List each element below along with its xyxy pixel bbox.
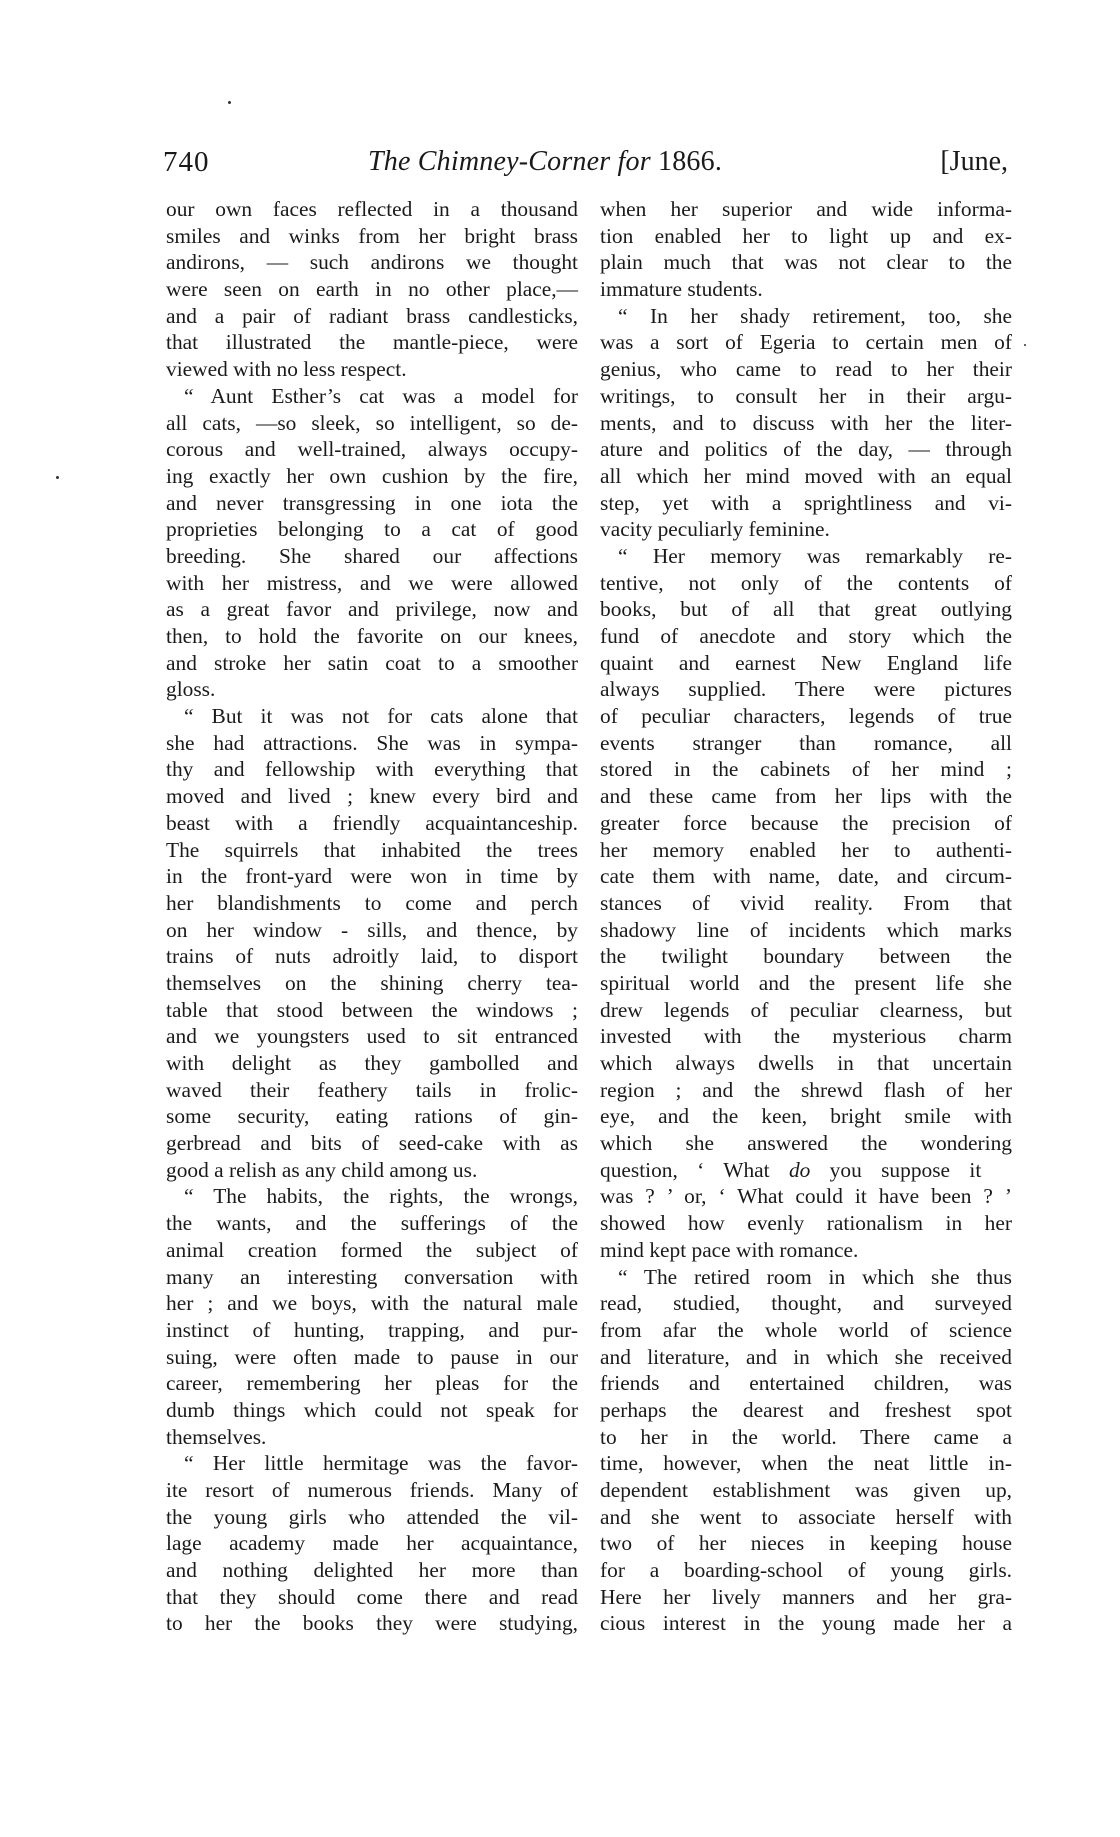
text-line: her memory enabled her to authenti-: [600, 837, 1012, 862]
text-line: proprieties belonging to a cat of good: [166, 517, 578, 542]
text-line: some security, eating rations of gin-: [166, 1104, 578, 1129]
page-number: 740: [163, 146, 210, 178]
text-column-right: [600, 196, 1012, 1637]
text-line: breeding. She shared our affections: [166, 543, 578, 568]
text-line: and we youngsters used to sit entranced: [166, 1024, 578, 1049]
text-line: “ But it was not for cats alone that: [184, 704, 578, 729]
text-line: trains of nuts adroitly laid, to disport: [166, 944, 578, 969]
text-line: “ The retired room in which she thus: [618, 1264, 1012, 1289]
text-line: tentive, not only of the contents of: [600, 570, 1012, 595]
emphasized-word: do: [788, 1157, 811, 1182]
text-line: plain much that was not clear to the: [600, 250, 1012, 275]
text-line: with her mistress, and we were allowed: [166, 570, 578, 595]
text-line: good a relish as any child among us.: [166, 1157, 478, 1182]
text-line: that illustrated the mantle-piece, were: [166, 330, 578, 355]
text-line: The squirrels that inhabited the trees: [166, 837, 578, 862]
scan-speck: [56, 476, 59, 479]
text-line: eye, and the keen, bright smile with: [600, 1104, 1012, 1129]
text-line: drew legends of peculiar clearness, but: [600, 997, 1012, 1022]
text-line: ature and politics of the day, — through: [600, 437, 1012, 462]
text-line: that they should come there and read: [166, 1584, 578, 1609]
text-line: which always dwells in that uncertain: [600, 1051, 1012, 1075]
text-line: was a sort of Egeria to certain men of: [600, 330, 1012, 355]
text-line: when her superior and wide informa-: [600, 197, 1012, 221]
text-line: “ Aunt Esther’s cat was a model for: [184, 383, 578, 408]
text-line: viewed with no less respect.: [166, 357, 407, 382]
text-line: on her window - sills, and thence, by: [166, 917, 578, 942]
text-line: from afar the whole world of science: [600, 1317, 1012, 1342]
text-line: tion enabled her to light up and ex-: [600, 223, 1012, 248]
text-line: andirons, — such andirons we thought: [166, 250, 578, 275]
text-line: Here her lively manners and her gra-: [600, 1584, 1012, 1609]
text-line: all cats, —so sleek, so intelligent, so de-: [166, 410, 578, 435]
running-title-text: The Chimney-Corner for: [368, 146, 659, 177]
text-line: cate them with name, date, and circum-: [600, 864, 1012, 889]
text-line: “ In her shady retirement, too, she: [618, 303, 1012, 328]
text-line: stored in the cabinets of her mind ;: [600, 757, 1012, 782]
text-line: fund of anecdote and story which the: [600, 624, 1012, 648]
text-line: always supplied. There were pictures: [600, 677, 1012, 702]
text-line: showed how evenly rationalism in her: [600, 1211, 1012, 1236]
text-line: mind kept pace with romance.: [600, 1237, 859, 1262]
text-line: genius, who came to read to her their: [600, 357, 1012, 382]
text-line: cious interest in the young made her a: [600, 1611, 1012, 1636]
text-line: gerbread and bits of seed-cake with as: [166, 1131, 578, 1156]
text-line: and literature, and in which she received: [600, 1344, 1012, 1369]
text-line: her blandishments to come and perch: [166, 890, 578, 915]
text-line: was ? ’ or, ‘ What could it have been ? ’: [600, 1184, 1012, 1209]
text-line: and she went to associate herself with: [600, 1504, 1012, 1529]
text-line: vacity peculiarly feminine.: [600, 517, 830, 542]
text-line: and stroke her satin coat to a smoother: [166, 650, 578, 675]
text-line: spiritual world and the present life she: [600, 970, 1012, 995]
text-line: invested with the mysterious charm: [600, 1024, 1012, 1049]
text-line: “ Her little hermitage was the favor-: [184, 1451, 578, 1476]
text-line: thy and fellowship with everything that: [166, 757, 578, 782]
text-line: career, remembering her pleas for the: [166, 1371, 578, 1396]
text-line: “ Her memory was remarkably re-: [618, 543, 1012, 568]
text-line: greater force because the precision of: [600, 810, 1012, 835]
text-line: then, to hold the favorite on our knees,: [166, 624, 578, 648]
text-line: step, yet with a sprightliness and vi-: [600, 490, 1012, 515]
text-line: time, however, when the neat little in-: [600, 1451, 1012, 1476]
page-header: [163, 146, 1008, 186]
text-line: she had attractions. She was in sympa-: [166, 730, 578, 755]
text-line: to her in the world. There came a: [600, 1424, 1012, 1449]
text-line: to her the books they were studying,: [166, 1611, 578, 1636]
text-line: were seen on earth in no other place,—: [166, 277, 578, 302]
text-line: [600, 1157, 1012, 1184]
text-line: which she answered the wondering: [600, 1131, 1012, 1156]
text-line: animal creation formed the subject of: [166, 1237, 578, 1262]
text-line: events stranger than romance, all: [600, 730, 1012, 755]
text-line: and a pair of radiant brass candlesticks,: [166, 303, 578, 328]
text-line: corous and well-trained, always occupy-: [166, 437, 578, 462]
text-line: moved and lived ; knew every bird and: [166, 784, 578, 809]
text-line: and never transgressing in one iota the: [166, 490, 578, 515]
text-line: ing exactly her own cushion by the fire,: [166, 463, 578, 488]
text-line: and nothing delighted her more than: [166, 1558, 578, 1583]
text-segment: you suppose it: [810, 1157, 982, 1182]
text-line: beast with a friendly acquaintanceship.: [166, 810, 578, 835]
text-line: many an interesting conversation with: [166, 1264, 578, 1289]
text-line: in the front-yard were won in time by: [166, 864, 578, 889]
text-segment: question, ‘ What: [600, 1157, 789, 1182]
text-line: the twilight boundary between the: [600, 944, 1012, 969]
text-line: instinct of hunting, trapping, and pur-: [166, 1317, 578, 1342]
text-column-left: [166, 196, 578, 1637]
text-line: stances of vivid reality. From that: [600, 890, 1012, 915]
scan-speck: [1024, 344, 1026, 346]
text-line: as a great favor and privilege, now and: [166, 597, 578, 622]
text-line: writings, to consult her in their argu-: [600, 383, 1012, 408]
text-line: region ; and the shrewd flash of her: [600, 1077, 1012, 1102]
text-line: immature students.: [600, 277, 763, 302]
text-line: gloss.: [166, 677, 216, 702]
text-line: and these came from her lips with the: [600, 784, 1012, 809]
text-line: suing, were often made to pause in our: [166, 1344, 578, 1369]
text-line: shadowy line of incidents which marks: [600, 917, 1012, 942]
text-line: quaint and earnest New England life: [600, 650, 1012, 675]
text-line: themselves on the shining cherry tea-: [166, 970, 578, 995]
text-line: themselves.: [166, 1424, 267, 1449]
text-line: read, studied, thought, and surveyed: [600, 1291, 1012, 1316]
text-line: ments, and to discuss with her the liter-: [600, 410, 1012, 435]
text-line: dependent establishment was given up,: [600, 1478, 1012, 1502]
issue-month: [June,: [940, 146, 1008, 177]
text-line: all which her mind moved with an equal: [600, 463, 1012, 488]
text-line: our own faces reflected in a thousand: [166, 197, 578, 221]
text-line: “ The habits, the rights, the wrongs,: [184, 1184, 578, 1209]
text-line: dumb things which could not speak for: [166, 1397, 578, 1422]
running-title-year: 1866.: [658, 146, 723, 177]
text-line: of peculiar characters, legends of true: [600, 704, 1012, 729]
text-line: the young girls who attended the vil-: [166, 1504, 578, 1529]
text-line: perhaps the dearest and freshest spot: [600, 1397, 1012, 1422]
text-line: books, but of all that great outlying: [600, 597, 1012, 622]
text-line: lage academy made her acquaintance,: [166, 1531, 578, 1556]
running-title: [368, 146, 722, 178]
text-line: ite resort of numerous friends. Many of: [166, 1478, 578, 1502]
text-line: her ; and we boys, with the natural male: [166, 1291, 578, 1316]
text-line: waved their feathery tails in frolic-: [166, 1077, 578, 1102]
text-line: with delight as they gambolled and: [166, 1051, 578, 1075]
text-line: smiles and winks from her bright brass: [166, 223, 578, 248]
text-line: the wants, and the sufferings of the: [166, 1211, 578, 1236]
text-line: for a boarding-school of young girls.: [600, 1558, 1012, 1583]
text-line: table that stood between the windows ;: [166, 997, 578, 1022]
text-line: friends and entertained children, was: [600, 1371, 1012, 1396]
text-line: two of her nieces in keeping house: [600, 1531, 1012, 1556]
scan-speck: [228, 101, 231, 104]
